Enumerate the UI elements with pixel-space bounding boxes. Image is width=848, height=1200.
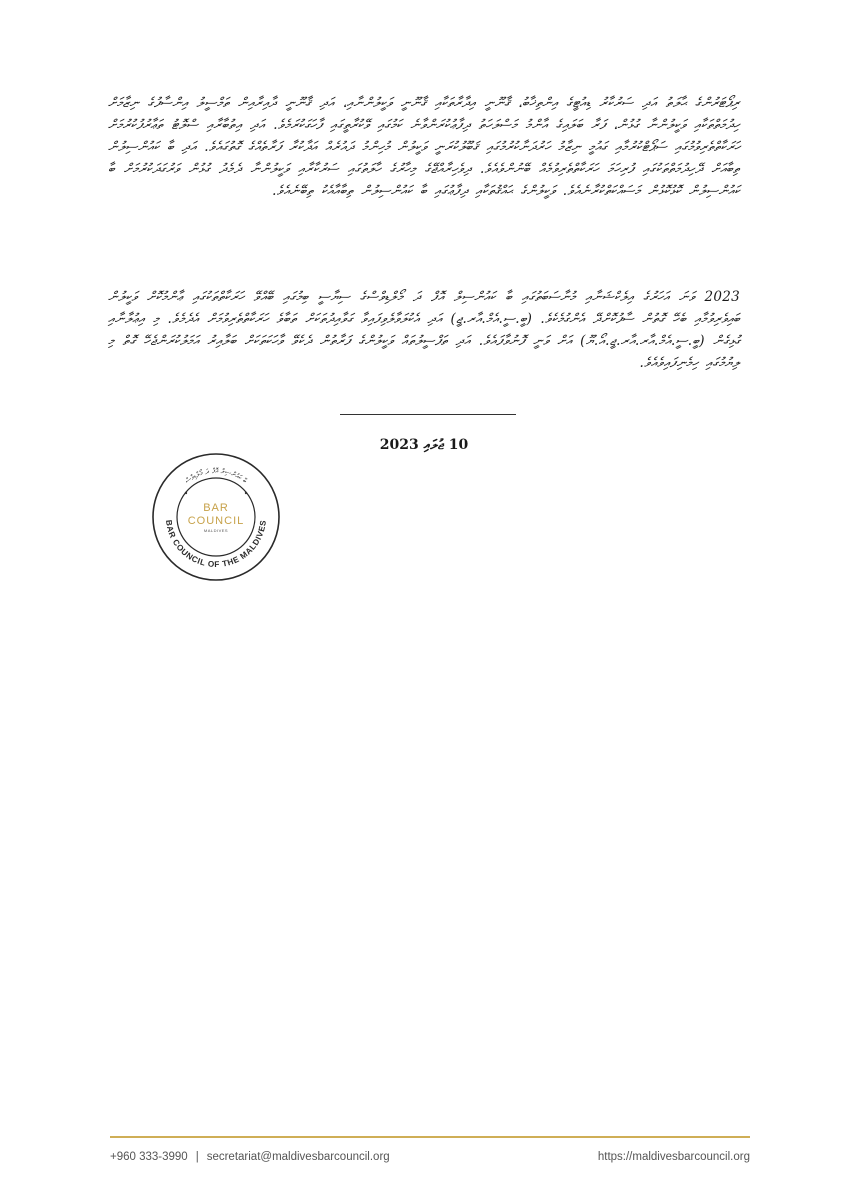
footer-email[interactable]: secretariat@maldivesbarcouncil.org [206,1151,390,1163]
footer-website[interactable]: https://maldivesbarcouncil.org [597,1151,750,1163]
seal-ring-text: BAR COUNCIL OF THE MALDIVES [164,519,268,570]
seal-dot-left [185,492,187,494]
seal-top-text: ބާ ކައުންސިލް އޮފް ދަ މޯލްޑިވްސް [183,466,249,486]
letter-paragraph-1: ރިޕޯޓަރުންގެ ޙާލަތު އަދި ސަރުކާރު ޑިއުޓީގެ އިންތިޚާބު، ޤާނޫނީ އިދާރާތަކާއި ޤާނޫނީ ވަކީލުންނާއި، އަދި ޤާނޫނީ ދާއިރާއިން ތަމްސީލު އިންސާފުގެ ނިޒާމަށް ހިދުމަތްތަކާއި ވަކީލުންނާ ގުޅުން، ފަރާ ބަލައިގެ އާންމު މަސްލަހަތު ދިފާޢުކުރަންވާނެ ކަމުގައި ވޭކުރާތީގައި ފާހަގަކުރަމެވެ. އަދި އިތުބާރާއި ސްލޮޓު ތަޢާރުފުކުރުމަށް ހަރަކާތްތެރިވުމުގައި ސަޕޯޓްކުރުމާއި ގައުމީ ނިޒާމު ހަރުދަނާކުރުމުގައި ޤަބޫލުކުރަނީ ވަކީލުން މުހިންމު ދައުރެއް އަދާކުރާ ފަރާތެއްގެ ގޮތުގައެވެ. އަދި ބާ ކައުންސިލުން ތިބާއަށް ދޭހިދުމަތްތަކުގައި ފުރިހަމަ ހަރަކާތްތެރިވުމެއް ބޭނުންވެއެވެ. ދިވެހިރާއްޖޭގެ މިހާރުގެ ހާލަތުގައި ސަރުކާރާއި ވަކީލުންނާ ދެމެދު ގުޅުން ވަރުގަދަކުރުމަށް ބާ ކައުންސިލުން ކޮޅުކޮޅުން މަސައްކަތްކުރާނެއެވެ. ވަކީލުންގެ ޙައްޤުތަކާއި ދިފާޢުގައި ބާ ކައުންސިލުން ތިބާއާއެކު ތިބޭނެއެވެ. [108,95,740,199]
seal-council-text: COUNCIL [187,515,245,527]
bar-council-seal [150,451,282,583]
footer-contact [110,1151,390,1163]
signature-line [340,414,516,415]
seal-bar-text: BAR [203,502,229,514]
footer-separator: | [195,1151,199,1163]
letter-date: 10 ޖުލައި 2023 [379,437,469,453]
letter-paragraph-2: 2023 ވަނަ އަހަރުގެ އިލެކްޝަނާއި މުނާސަބަތުގައި ބާ ކައުންސިލް އޮފް ދަ މޯލްޑިވްސްގެ ސިޔާސީ ބިމުގައި ބޭއްވޭ ހަރަކާތްތަކުގައި ޢާންމުކޮށް ވަކީލުން ބައިވެރިވުމާއި ބެހޭ ގޮތުން ސާފުކޮށްދޭ އެންގުމެކެވެ. (ބީ.ސީ.އެމް.އާރ.ޖީ) އަދި އެކުލަވާލެވިފައިވާ ގަވާއިދުތަކަށް ތަބާވެ ހަރަކާތްތެރިވުމަށް އެދެމެވެ. މި އިޢުލާނާއި ގުޅިގެން (ބީ.ސީ.އެމް.އާރ.އާރ.ޖީ.އޯ.ޔޫ) އަށް ވަނީ ފޮނުވާފައެވެ. އަދި ތަފްސީލުތައް ވަކީލުންގެ ފަރާތުން ދެކެވޭ ވާހަކަތަކަށް ބަލާއިރު އަމަލުކުރަންޖެހޭ ގޮތް މި ލިޔުމުގައި ހިމެނިފައިވެއެވެ. [108,289,740,371]
footer-phone: +960 333-3990 [110,1151,188,1163]
seal-dot-right [245,492,247,494]
footer-divider [110,1136,750,1138]
seal-maldives-text: MALDIVES [203,528,229,533]
